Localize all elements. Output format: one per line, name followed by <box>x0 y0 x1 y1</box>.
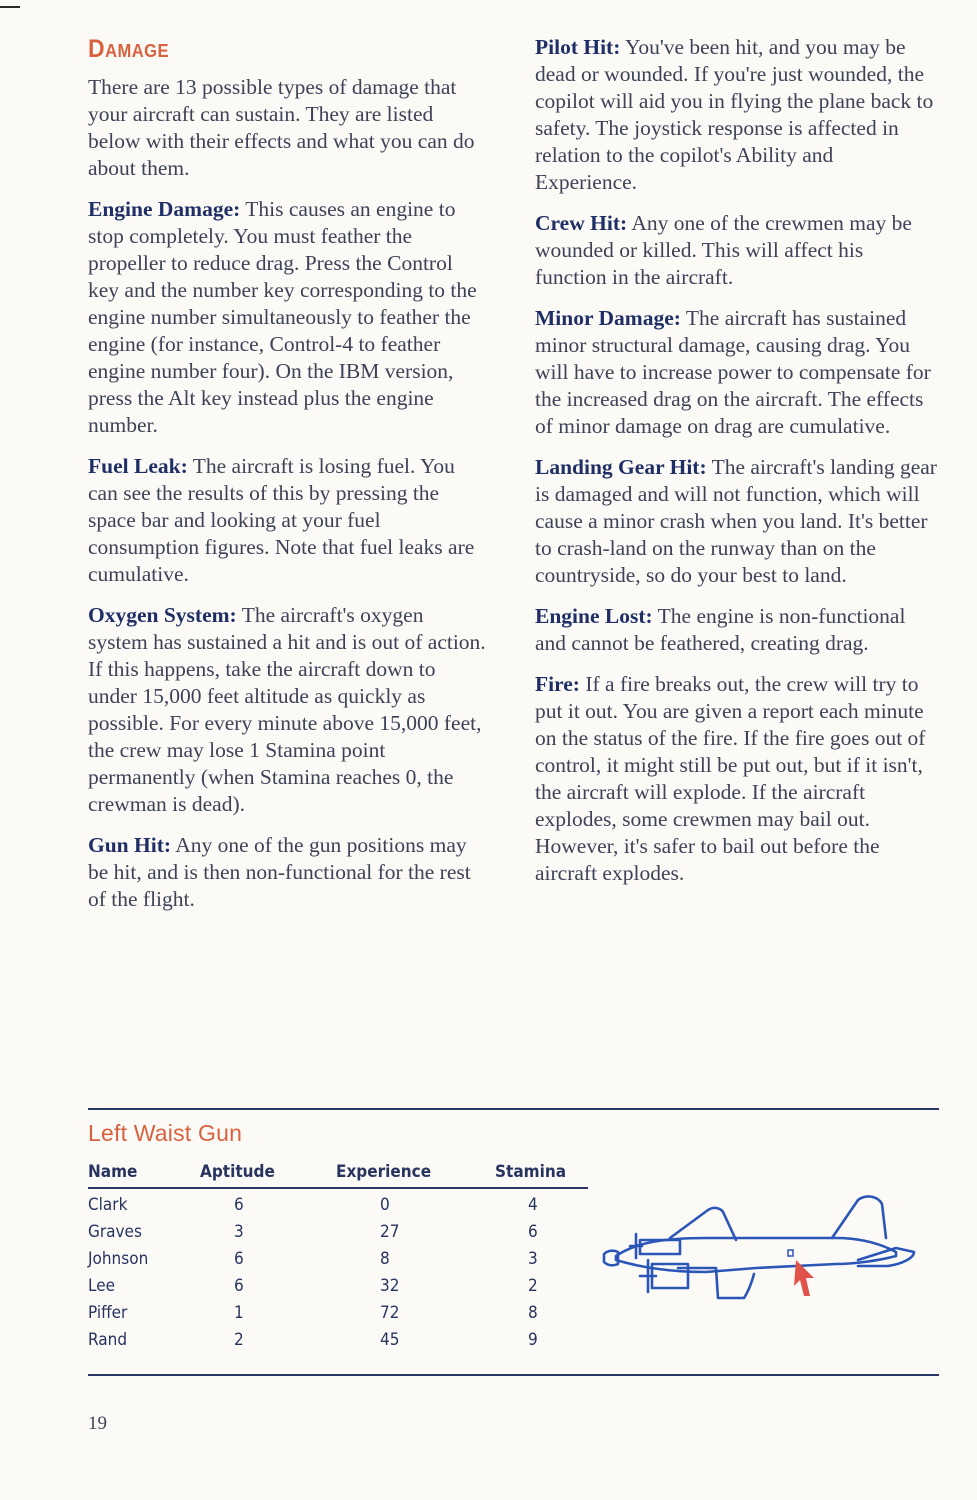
cell-name: Clark <box>88 1195 128 1215</box>
cell-experience: 8 <box>380 1249 390 1269</box>
roster-table-header <box>88 1162 588 1189</box>
cell-name: Rand <box>88 1330 128 1350</box>
damage-desc: Any one of the crewmen may be wounded or killed. This will affect his function in the aircraft. <box>535 211 912 289</box>
damage-term: Gun Hit: <box>88 833 172 857</box>
damage-term: Oxygen System: <box>88 603 237 627</box>
cell-experience: 0 <box>380 1195 390 1215</box>
cell-experience: 32 <box>380 1276 400 1296</box>
intro-paragraph: There are 13 possible types of damage that your aircraft can sustain. They are listed below with their effects and what you can do about them. <box>88 75 475 180</box>
damage-desc: The aircraft's oxygen system has sustained a hit and is out of action. If this happens, take the aircraft down to under 15,000 feet altitude as quickly as possible. For every minute above 15,000 feet, the crew may lose 1 Stamina point permanently (when Stamina reaches 0, the crewman is dead). <box>88 603 486 816</box>
damage-item-engine-lost <box>535 603 939 657</box>
damage-term: Crew Hit: <box>535 211 628 235</box>
table-row <box>88 1189 588 1216</box>
header-experience: Experience <box>336 1162 432 1182</box>
damage-item-engine-damage <box>88 196 488 439</box>
crew-roster-panel <box>88 1108 939 1376</box>
damage-desc: The aircraft is losing fuel. You can see the results of this by pressing the space bar and looking at your fuel consumption figures. Note that fuel leaks are cumulative. <box>88 454 475 586</box>
cell-experience: 27 <box>380 1222 400 1242</box>
roster-table-body <box>88 1189 588 1351</box>
damage-desc: Any one of the gun positions may be hit, and is then non-functional for the rest of the flight. <box>88 833 471 911</box>
damage-desc: The engine is non-functional and cannot be feathered, creating drag. <box>535 604 906 655</box>
damage-term: Fire: <box>535 672 580 696</box>
table-row <box>88 1270 588 1297</box>
table-row <box>88 1324 588 1351</box>
cell-aptitude: 2 <box>234 1330 244 1350</box>
damage-item-pilot-hit <box>535 34 939 196</box>
cell-name: Piffer <box>88 1303 128 1323</box>
bomber-diagram-icon <box>596 1194 916 1314</box>
waist-gun-port-icon <box>788 1250 793 1256</box>
damage-item-fire <box>535 671 939 887</box>
cell-name: Lee <box>88 1276 116 1296</box>
roster-title: Left Waist Gun <box>88 1120 243 1146</box>
damage-item-minor-damage <box>535 305 939 440</box>
damage-item-fuel-leak <box>88 453 488 588</box>
section-title: Damage <box>88 35 170 63</box>
cell-name: Johnson <box>88 1249 149 1269</box>
damage-desc: The aircraft has sustained minor structural damage, causing drag. You will have to increase power to compensate for the increased drag on the aircraft. The effects of minor damage on drag are cumulative. <box>535 306 931 438</box>
page-corner-mark <box>0 6 20 8</box>
tail-fin-shape <box>832 1197 886 1238</box>
damage-desc: You've been hit, and you may be dead or wounded. If you're just wounded, the copilot will aid you in flying the plane back to safety. The joystick response is affected in relation to the copilot's Ability and Experience. <box>535 35 934 194</box>
roster-top-rule <box>88 1108 939 1110</box>
cell-stamina: 9 <box>528 1330 538 1350</box>
damage-item-landing-gear-hit <box>535 454 939 589</box>
cell-stamina: 6 <box>528 1222 538 1242</box>
tail-plane-shape <box>858 1248 914 1266</box>
cell-stamina: 4 <box>528 1195 538 1215</box>
damage-desc: This causes an engine to stop completely. You must feather the propeller to reduce drag. Press the Control key and the number key corresponding to the engine number simultaneously to feather the engine (for instance, Control-4 to feather engine number four). On the IBM version, press the Alt key instead plus the engine number. <box>88 197 477 437</box>
damage-term: Minor Damage: <box>535 306 681 330</box>
roster-table <box>88 1162 588 1351</box>
cell-aptitude: 6 <box>234 1249 244 1269</box>
damage-item-oxygen-system <box>88 602 488 818</box>
cell-aptitude: 6 <box>234 1195 244 1215</box>
page-number: 19 <box>88 1413 107 1434</box>
cell-stamina: 2 <box>528 1276 538 1296</box>
cell-stamina: 3 <box>528 1249 538 1269</box>
cell-experience: 45 <box>380 1330 400 1350</box>
cell-aptitude: 1 <box>234 1303 244 1323</box>
right-column <box>535 34 939 901</box>
header-aptitude: Aptitude <box>200 1162 275 1182</box>
damage-term: Fuel Leak: <box>88 454 188 478</box>
damage-item-gun-hit <box>88 832 488 913</box>
cell-aptitude: 3 <box>234 1222 244 1242</box>
header-stamina: Stamina <box>495 1162 567 1182</box>
left-column <box>88 34 488 927</box>
upper-wing-shape <box>670 1208 736 1240</box>
damage-desc: The aircraft's landing gear is damaged and will not function, which will cause a minor crash when you land. It's better to crash-land on the runway than on the countryside, so do your best to land. <box>535 455 937 587</box>
damage-term: Engine Damage: <box>88 197 241 221</box>
cell-stamina: 8 <box>528 1303 538 1323</box>
roster-bottom-rule <box>88 1374 939 1376</box>
damage-term: Pilot Hit: <box>535 35 621 59</box>
header-name: Name <box>88 1162 138 1182</box>
table-row <box>88 1297 588 1324</box>
cell-aptitude: 6 <box>234 1276 244 1296</box>
damage-desc: If a fire breaks out, the crew will try to put it out. You are given a report each minute on the status of the fire. If the fire goes out of control, it might still be put out, but if it isn't, the aircraft will explode. If the aircraft explodes, some crewmen may bail out. However, it's safer to bail out before the aircraft explodes. <box>535 672 926 885</box>
damage-item-crew-hit <box>535 210 939 291</box>
cell-experience: 72 <box>380 1303 400 1323</box>
damage-term: Engine Lost: <box>535 604 653 628</box>
damage-term: Landing Gear Hit: <box>535 455 707 479</box>
table-row <box>88 1243 588 1270</box>
cell-name: Graves <box>88 1222 142 1242</box>
table-row <box>88 1216 588 1243</box>
